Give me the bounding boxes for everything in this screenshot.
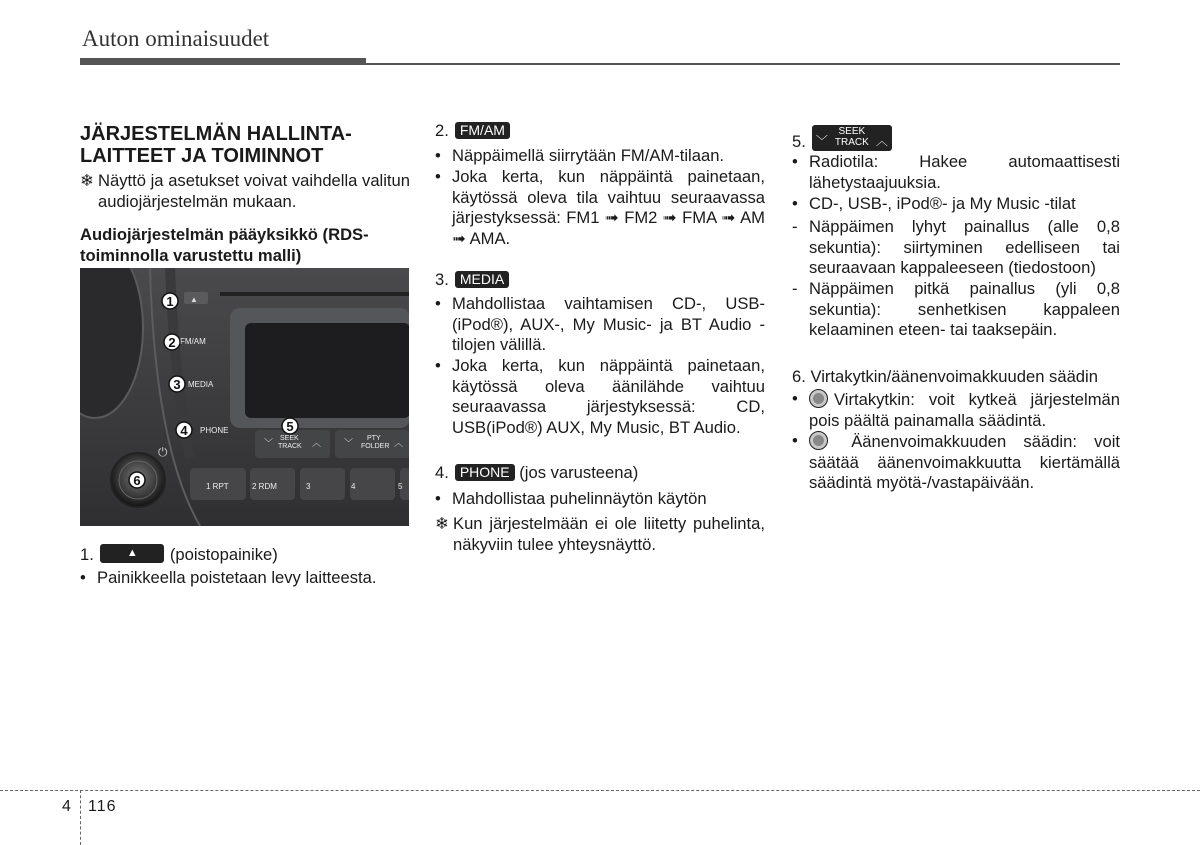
footer-divider — [80, 790, 81, 845]
audio-head-unit-photo — [80, 268, 409, 526]
item-6-bullet-2: • Äänenvoimakkuuden säädin: voit säätää äänenvoimakkuutta kiertämällä säädintä myötä-/vastapäivään. — [792, 431, 1120, 492]
note-text: Näyttö ja asetukset voivat vaihdella valitun audiojärjestelmän mukaan. — [98, 171, 410, 211]
item-4-bullet: • Mahdollistaa puhelinnäytön käytön — [435, 489, 707, 508]
svg-text:1: 1 — [166, 294, 174, 309]
eject-glyph — [190, 295, 198, 304]
note-snowflake-icon: ❄ — [80, 171, 94, 190]
svg-text:FOLDER: FOLDER — [361, 443, 390, 450]
item-3-bullet-2: • Joka kerta, kun näppäintä painetaan, käytössä oleva äänilähde vaihtuu seuraavassa järjestyksessä: CD, USB(iPod®) AUX, My Music, BT Audio. — [435, 356, 765, 437]
svg-text:TRACK: TRACK — [278, 443, 302, 450]
item-6-title: 6. Virtakytkin/äänenvoimakkuuden säädin — [792, 367, 1098, 386]
eject-key — [100, 544, 164, 563]
knob-icon — [809, 389, 828, 408]
svg-text:6: 6 — [133, 473, 141, 488]
item-5: 5. ﹀ SEEK TRACK ︿ — [792, 125, 892, 153]
svg-text:SEEK: SEEK — [280, 435, 299, 442]
item-1-bullet: • Painikkeella poistetaan levy laitteesta. — [80, 568, 377, 587]
svg-text:PHONE: PHONE — [200, 426, 229, 435]
item-3-bullet-1: • Mahdollistaa vaihtamisen CD-, USB-(iPod®), AUX-, My Music- ja BT Audio -tilojen välillä. — [435, 294, 765, 354]
svg-text:MEDIA: MEDIA — [188, 380, 214, 389]
footer-rule — [0, 790, 1200, 791]
item-1-suffix: (poistopainike) — [169, 545, 278, 564]
phone-key: PHONE — [455, 464, 515, 481]
svg-text:4: 4 — [351, 482, 356, 491]
chevron-up-icon: ︿ — [875, 134, 888, 148]
item-5-dash-1: - Näppäimen lyhyt painallus (alle 0,8 sekuntia): siirtyminen edelliseen tai seuraavaan kappaleeseen (tiedostoon) — [792, 217, 1120, 277]
svg-text:﹀: ﹀ — [344, 438, 354, 448]
svg-text:3: 3 — [173, 377, 181, 392]
item-2: 2. FM/AM — [435, 121, 510, 142]
chevron-down-icon: ﹀ — [815, 134, 828, 148]
section-heading: JÄRJESTELMÄN HALLINTA-LAITTEET JA TOIMINNOT — [80, 123, 352, 167]
svg-text:︿: ︿ — [394, 438, 404, 448]
item-2-bullet-2: • Joka kerta, kun näppäintä painetaan, käytössä oleva tila vaihtuu seuraavassa järjestyksessä: FM1 ➟ FM2 ➟ FMA ➟ AM ➟ AMA. — [435, 167, 765, 248]
item-4-note: ❄ Kun järjestelmään ei ole liitetty puhelinta, näkyviin tulee yhteysnäyttö. — [435, 514, 765, 554]
page-header-title: Auton ominaisuudet — [82, 26, 270, 51]
item-2-bullet-1: • Näppäimellä siirrytään FM/AM-tilaan. — [435, 146, 725, 165]
svg-text:⏻: ⏻ — [158, 445, 168, 459]
item-5-bullet-1: • Radiotila: Hakee automaattisesti lähetystaajuuksia. — [792, 152, 1120, 192]
page-number: 116 — [88, 798, 117, 815]
subheading: Audiojärjestelmän pääyksikkö (RDS-toiminnolla varustettu malli) — [80, 225, 369, 265]
item-1 — [80, 544, 278, 566]
svg-text:FM/AM: FM/AM — [180, 337, 206, 346]
fm-am-key: FM/AM — [455, 122, 510, 139]
svg-text:PTY: PTY — [367, 435, 381, 442]
chapter-number: 4 — [62, 798, 71, 815]
svg-text:︿: ︿ — [312, 438, 322, 448]
svg-text:3: 3 — [306, 482, 311, 491]
header-bar — [80, 58, 366, 65]
svg-text:1 RPT: 1 RPT — [206, 482, 229, 491]
note-snowflake-icon: ❄ — [435, 514, 449, 533]
svg-text:5: 5 — [398, 482, 403, 491]
knob-icon — [809, 431, 828, 450]
item-6-bullet-1: • Virtakytkin: voit kytkeä järjestelmän pois päältä painamalla säädintä. — [792, 389, 1120, 430]
item-5-bullet-2: • CD-, USB-, iPod®- ja My Music -tilat — [792, 194, 1076, 213]
svg-text:﹀: ﹀ — [264, 438, 274, 448]
svg-text:2: 2 — [168, 335, 176, 350]
header-rule — [366, 63, 1120, 65]
svg-text:4: 4 — [180, 423, 188, 438]
item-5-dash-2: - Näppäimen pitkä painallus (yli 0,8 sekuntia): senhetkisen kappaleen kelaaminen eteen- tai taaksepäin. — [792, 279, 1120, 339]
svg-text:5: 5 — [286, 419, 294, 434]
eject-icon: ▲ — [126, 547, 138, 559]
media-key: MEDIA — [455, 271, 509, 288]
note-display — [80, 171, 410, 212]
item-4: 4. PHONE (jos varusteena) — [435, 463, 639, 482]
svg-text:2 RDM: 2 RDM — [252, 482, 277, 491]
seek-track-key: ﹀ SEEK TRACK ︿ — [812, 125, 892, 151]
item-1-number: 1. — [80, 545, 94, 564]
item-3: 3. MEDIA — [435, 270, 509, 291]
svg-text:▲: ▲ — [190, 295, 198, 304]
